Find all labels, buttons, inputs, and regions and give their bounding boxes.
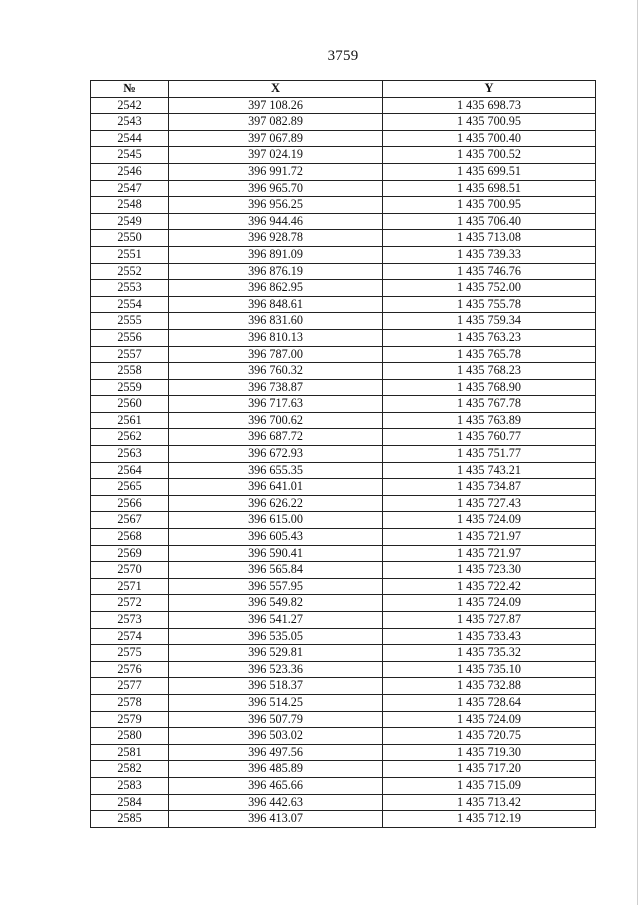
x-coordinate-cell: 397 108.26 <box>169 97 383 114</box>
point-number-cell: 2561 <box>91 412 169 429</box>
point-number-cell: 2580 <box>91 728 169 745</box>
x-coordinate-cell: 396 655.35 <box>169 462 383 479</box>
point-number-cell: 2575 <box>91 645 169 662</box>
x-coordinate-cell: 396 687.72 <box>169 429 383 446</box>
table-row <box>91 446 596 463</box>
coordinates-table <box>90 80 596 828</box>
table-row <box>91 180 596 197</box>
point-number-cell: 2545 <box>91 147 169 164</box>
y-coordinate-cell: 1 435 759.34 <box>383 313 596 330</box>
table-header-row <box>91 81 596 98</box>
point-number-cell: 2542 <box>91 97 169 114</box>
point-number-cell: 2548 <box>91 197 169 214</box>
x-coordinate-cell: 396 810.13 <box>169 329 383 346</box>
y-coordinate-cell: 1 435 698.51 <box>383 180 596 197</box>
point-number-cell: 2568 <box>91 529 169 546</box>
table-row <box>91 529 596 546</box>
x-coordinate-cell: 397 024.19 <box>169 147 383 164</box>
table-row <box>91 230 596 247</box>
y-coordinate-cell: 1 435 732.88 <box>383 678 596 695</box>
point-number-cell: 2554 <box>91 296 169 313</box>
x-coordinate-cell: 396 565.84 <box>169 562 383 579</box>
table-row <box>91 678 596 695</box>
y-coordinate-cell: 1 435 733.43 <box>383 628 596 645</box>
table-row <box>91 811 596 828</box>
x-coordinate-cell: 397 082.89 <box>169 114 383 131</box>
y-coordinate-cell: 1 435 722.42 <box>383 578 596 595</box>
table-row <box>91 628 596 645</box>
point-number-cell: 2546 <box>91 163 169 180</box>
y-coordinate-cell: 1 435 728.64 <box>383 694 596 711</box>
point-number-cell: 2582 <box>91 761 169 778</box>
y-coordinate-cell: 1 435 735.32 <box>383 645 596 662</box>
x-coordinate-cell: 397 067.89 <box>169 130 383 147</box>
point-number-cell: 2566 <box>91 495 169 512</box>
y-coordinate-cell: 1 435 699.51 <box>383 163 596 180</box>
point-number-cell: 2572 <box>91 595 169 612</box>
table-row <box>91 744 596 761</box>
point-number-cell: 2571 <box>91 578 169 595</box>
x-coordinate-cell: 396 965.70 <box>169 180 383 197</box>
point-number-cell: 2557 <box>91 346 169 363</box>
table-row <box>91 462 596 479</box>
header-y: Y <box>383 81 596 98</box>
table-row <box>91 495 596 512</box>
y-coordinate-cell: 1 435 768.23 <box>383 363 596 380</box>
table-row <box>91 197 596 214</box>
table-row <box>91 728 596 745</box>
y-coordinate-cell: 1 435 755.78 <box>383 296 596 313</box>
table-row <box>91 163 596 180</box>
table-row <box>91 562 596 579</box>
table-row <box>91 114 596 131</box>
y-coordinate-cell: 1 435 712.19 <box>383 811 596 828</box>
table-row <box>91 545 596 562</box>
point-number-cell: 2564 <box>91 462 169 479</box>
y-coordinate-cell: 1 435 724.09 <box>383 711 596 728</box>
y-coordinate-cell: 1 435 735.10 <box>383 661 596 678</box>
table-row <box>91 346 596 363</box>
y-coordinate-cell: 1 435 698.73 <box>383 97 596 114</box>
x-coordinate-cell: 396 507.79 <box>169 711 383 728</box>
point-number-cell: 2556 <box>91 329 169 346</box>
y-coordinate-cell: 1 435 713.08 <box>383 230 596 247</box>
x-coordinate-cell: 396 787.00 <box>169 346 383 363</box>
header-number: № <box>91 81 169 98</box>
y-coordinate-cell: 1 435 739.33 <box>383 246 596 263</box>
table-row <box>91 761 596 778</box>
y-coordinate-cell: 1 435 724.09 <box>383 595 596 612</box>
y-coordinate-cell: 1 435 720.75 <box>383 728 596 745</box>
x-coordinate-cell: 396 514.25 <box>169 694 383 711</box>
y-coordinate-cell: 1 435 719.30 <box>383 744 596 761</box>
page-edge <box>637 0 638 905</box>
point-number-cell: 2565 <box>91 479 169 496</box>
point-number-cell: 2552 <box>91 263 169 280</box>
x-coordinate-cell: 396 485.89 <box>169 761 383 778</box>
y-coordinate-cell: 1 435 715.09 <box>383 777 596 794</box>
table-row <box>91 512 596 529</box>
table-row <box>91 379 596 396</box>
point-number-cell: 2573 <box>91 612 169 629</box>
point-number-cell: 2558 <box>91 363 169 380</box>
y-coordinate-cell: 1 435 727.87 <box>383 612 596 629</box>
x-coordinate-cell: 396 956.25 <box>169 197 383 214</box>
point-number-cell: 2559 <box>91 379 169 396</box>
point-number-cell: 2585 <box>91 811 169 828</box>
x-coordinate-cell: 396 465.66 <box>169 777 383 794</box>
y-coordinate-cell: 1 435 721.97 <box>383 529 596 546</box>
point-number-cell: 2570 <box>91 562 169 579</box>
y-coordinate-cell: 1 435 746.76 <box>383 263 596 280</box>
y-coordinate-cell: 1 435 760.77 <box>383 429 596 446</box>
header-x: X <box>169 81 383 98</box>
table-row <box>91 578 596 595</box>
point-number-cell: 2584 <box>91 794 169 811</box>
table-row <box>91 794 596 811</box>
point-number-cell: 2583 <box>91 777 169 794</box>
y-coordinate-cell: 1 435 700.52 <box>383 147 596 164</box>
y-coordinate-cell: 1 435 768.90 <box>383 379 596 396</box>
table-row <box>91 412 596 429</box>
x-coordinate-cell: 396 862.95 <box>169 280 383 297</box>
y-coordinate-cell: 1 435 765.78 <box>383 346 596 363</box>
x-coordinate-cell: 396 848.61 <box>169 296 383 313</box>
x-coordinate-cell: 396 641.01 <box>169 479 383 496</box>
table-row <box>91 263 596 280</box>
x-coordinate-cell: 396 876.19 <box>169 263 383 280</box>
point-number-cell: 2578 <box>91 694 169 711</box>
table-body <box>91 97 596 827</box>
point-number-cell: 2550 <box>91 230 169 247</box>
x-coordinate-cell: 396 738.87 <box>169 379 383 396</box>
x-coordinate-cell: 396 413.07 <box>169 811 383 828</box>
y-coordinate-cell: 1 435 724.09 <box>383 512 596 529</box>
point-number-cell: 2574 <box>91 628 169 645</box>
table-row <box>91 213 596 230</box>
table-row <box>91 429 596 446</box>
x-coordinate-cell: 396 615.00 <box>169 512 383 529</box>
table-row <box>91 313 596 330</box>
table-row <box>91 280 596 297</box>
point-number-cell: 2562 <box>91 429 169 446</box>
table-row <box>91 246 596 263</box>
x-coordinate-cell: 396 590.41 <box>169 545 383 562</box>
y-coordinate-cell: 1 435 763.89 <box>383 412 596 429</box>
y-coordinate-cell: 1 435 723.30 <box>383 562 596 579</box>
table-row <box>91 130 596 147</box>
table-row <box>91 296 596 313</box>
x-coordinate-cell: 396 605.43 <box>169 529 383 546</box>
table-row <box>91 396 596 413</box>
point-number-cell: 2544 <box>91 130 169 147</box>
point-number-cell: 2581 <box>91 744 169 761</box>
table-row <box>91 329 596 346</box>
y-coordinate-cell: 1 435 752.00 <box>383 280 596 297</box>
y-coordinate-cell: 1 435 717.20 <box>383 761 596 778</box>
table-row <box>91 777 596 794</box>
x-coordinate-cell: 396 831.60 <box>169 313 383 330</box>
y-coordinate-cell: 1 435 721.97 <box>383 545 596 562</box>
x-coordinate-cell: 396 549.82 <box>169 595 383 612</box>
page-number: 3759 <box>327 48 359 64</box>
x-coordinate-cell: 396 991.72 <box>169 163 383 180</box>
table-row <box>91 645 596 662</box>
point-number-cell: 2579 <box>91 711 169 728</box>
x-coordinate-cell: 396 523.36 <box>169 661 383 678</box>
x-coordinate-cell: 396 944.46 <box>169 213 383 230</box>
x-coordinate-cell: 396 503.02 <box>169 728 383 745</box>
x-coordinate-cell: 396 891.09 <box>169 246 383 263</box>
table-row <box>91 694 596 711</box>
y-coordinate-cell: 1 435 713.42 <box>383 794 596 811</box>
table-row <box>91 97 596 114</box>
x-coordinate-cell: 396 760.32 <box>169 363 383 380</box>
y-coordinate-cell: 1 435 700.95 <box>383 114 596 131</box>
point-number-cell: 2569 <box>91 545 169 562</box>
y-coordinate-cell: 1 435 734.87 <box>383 479 596 496</box>
point-number-cell: 2543 <box>91 114 169 131</box>
y-coordinate-cell: 1 435 763.23 <box>383 329 596 346</box>
y-coordinate-cell: 1 435 700.40 <box>383 130 596 147</box>
table-row <box>91 711 596 728</box>
point-number-cell: 2560 <box>91 396 169 413</box>
x-coordinate-cell: 396 672.93 <box>169 446 383 463</box>
y-coordinate-cell: 1 435 767.78 <box>383 396 596 413</box>
point-number-cell: 2549 <box>91 213 169 230</box>
table-row <box>91 612 596 629</box>
point-number-cell: 2553 <box>91 280 169 297</box>
table-row <box>91 479 596 496</box>
point-number-cell: 2567 <box>91 512 169 529</box>
x-coordinate-cell: 396 626.22 <box>169 495 383 512</box>
x-coordinate-cell: 396 700.62 <box>169 412 383 429</box>
x-coordinate-cell: 396 529.81 <box>169 645 383 662</box>
x-coordinate-cell: 396 442.63 <box>169 794 383 811</box>
x-coordinate-cell: 396 717.63 <box>169 396 383 413</box>
x-coordinate-cell: 396 541.27 <box>169 612 383 629</box>
x-coordinate-cell: 396 497.56 <box>169 744 383 761</box>
table-row <box>91 363 596 380</box>
table-row <box>91 147 596 164</box>
table-row <box>91 595 596 612</box>
y-coordinate-cell: 1 435 743.21 <box>383 462 596 479</box>
point-number-cell: 2547 <box>91 180 169 197</box>
point-number-cell: 2563 <box>91 446 169 463</box>
x-coordinate-cell: 396 557.95 <box>169 578 383 595</box>
x-coordinate-cell: 396 535.05 <box>169 628 383 645</box>
point-number-cell: 2555 <box>91 313 169 330</box>
point-number-cell: 2551 <box>91 246 169 263</box>
x-coordinate-cell: 396 518.37 <box>169 678 383 695</box>
table-row <box>91 661 596 678</box>
point-number-cell: 2576 <box>91 661 169 678</box>
y-coordinate-cell: 1 435 706.40 <box>383 213 596 230</box>
y-coordinate-cell: 1 435 727.43 <box>383 495 596 512</box>
y-coordinate-cell: 1 435 751.77 <box>383 446 596 463</box>
y-coordinate-cell: 1 435 700.95 <box>383 197 596 214</box>
x-coordinate-cell: 396 928.78 <box>169 230 383 247</box>
point-number-cell: 2577 <box>91 678 169 695</box>
